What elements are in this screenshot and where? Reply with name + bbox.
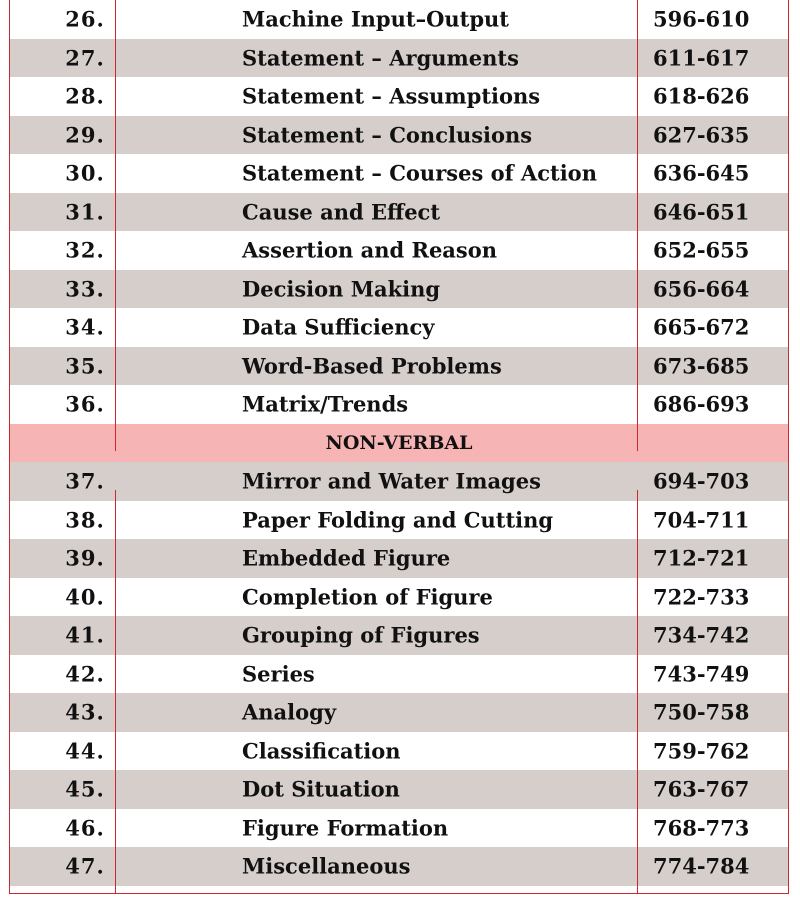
chapter-number: 26. bbox=[65, 6, 105, 32]
chapter-title: Completion of Figure bbox=[242, 584, 493, 610]
chapter-title: Matrix/Trends bbox=[242, 391, 409, 417]
page-range: 656-664 bbox=[653, 276, 750, 302]
page-range: 665-672 bbox=[653, 314, 750, 340]
chapter-number: 46. bbox=[65, 815, 105, 841]
table-row bbox=[10, 0, 788, 39]
table-row bbox=[10, 462, 788, 501]
chapter-title: Statement – Arguments bbox=[242, 45, 519, 71]
chapter-title: Grouping of Figures bbox=[242, 622, 480, 648]
chapter-title: Figure Formation bbox=[242, 815, 449, 841]
table-row bbox=[10, 77, 788, 116]
page-range: 646-651 bbox=[653, 199, 750, 225]
chapter-title: Machine Input–Output bbox=[242, 6, 509, 32]
page-range: 636-645 bbox=[653, 160, 750, 186]
chapter-number: 27. bbox=[65, 45, 105, 71]
page-range: 743-749 bbox=[653, 661, 750, 687]
chapter-number: 28. bbox=[65, 83, 105, 109]
chapter-title: Statement – Conclusions bbox=[242, 122, 533, 148]
chapter-number: 43. bbox=[65, 699, 105, 725]
table-row bbox=[10, 231, 788, 270]
chapter-number: 40. bbox=[65, 584, 105, 610]
column-divider-right-upper bbox=[637, 0, 638, 451]
table-row bbox=[10, 347, 788, 386]
chapter-title: Data Sufficiency bbox=[242, 314, 435, 340]
page-range: 596-610 bbox=[653, 6, 750, 32]
table-row bbox=[10, 616, 788, 655]
table-row bbox=[10, 809, 788, 848]
chapter-title: Assertion and Reason bbox=[242, 237, 498, 263]
chapter-title: Decision Making bbox=[242, 276, 441, 302]
page-range: 686-693 bbox=[653, 391, 750, 417]
page-range: 759-762 bbox=[653, 738, 750, 764]
chapter-number: 36. bbox=[65, 391, 105, 417]
table-row bbox=[10, 308, 788, 347]
chapter-number: 47. bbox=[65, 853, 105, 879]
table-row bbox=[10, 578, 788, 617]
chapter-number: 35. bbox=[65, 353, 105, 379]
chapter-number: 29. bbox=[65, 122, 105, 148]
page-range: 763-767 bbox=[653, 776, 750, 802]
table-row bbox=[10, 501, 788, 540]
chapter-title: Analogy bbox=[242, 699, 337, 725]
table-row bbox=[10, 693, 788, 732]
column-divider-right-lower bbox=[637, 490, 638, 894]
chapter-number: 31. bbox=[65, 199, 105, 225]
page-range: 704-711 bbox=[653, 507, 750, 533]
chapter-number: 37. bbox=[65, 468, 105, 494]
chapter-list-verbal bbox=[10, 0, 788, 424]
section-heading: NON-VERBAL bbox=[325, 431, 473, 454]
column-divider-left-upper bbox=[115, 0, 116, 451]
table-row bbox=[10, 847, 788, 886]
table-row bbox=[10, 770, 788, 809]
page-range: 734-742 bbox=[653, 622, 750, 648]
chapter-number: 38. bbox=[65, 507, 105, 533]
chapter-title: Embedded Figure bbox=[242, 545, 451, 571]
table-row bbox=[10, 385, 788, 424]
table-of-contents bbox=[9, 0, 789, 894]
page-range: 774-784 bbox=[653, 853, 750, 879]
chapter-title: Paper Folding and Cutting bbox=[242, 507, 554, 533]
chapter-list-non-verbal bbox=[10, 462, 788, 886]
page-range: 712-721 bbox=[653, 545, 750, 571]
table-row bbox=[10, 539, 788, 578]
chapter-title: Statement – Assumptions bbox=[242, 83, 541, 109]
page-range: 694-703 bbox=[653, 468, 750, 494]
table-row bbox=[10, 270, 788, 309]
column-divider-left-lower bbox=[115, 490, 116, 894]
section-heading-row bbox=[10, 424, 788, 463]
table-row bbox=[10, 732, 788, 771]
chapter-number: 33. bbox=[65, 276, 105, 302]
chapter-title: Statement – Courses of Action bbox=[242, 160, 597, 186]
chapter-title: Series bbox=[242, 661, 315, 687]
page-range: 618-626 bbox=[653, 83, 750, 109]
page-range: 722-733 bbox=[653, 584, 750, 610]
page-range: 627-635 bbox=[653, 122, 750, 148]
chapter-title: Cause and Effect bbox=[242, 199, 441, 225]
table-row bbox=[10, 116, 788, 155]
table-row bbox=[10, 154, 788, 193]
chapter-number: 41. bbox=[65, 622, 105, 648]
chapter-number: 32. bbox=[65, 237, 105, 263]
chapter-title: Word-Based Problems bbox=[242, 353, 502, 379]
page-range: 611-617 bbox=[653, 45, 750, 71]
table-row bbox=[10, 193, 788, 232]
chapter-title: Mirror and Water Images bbox=[242, 468, 541, 494]
page-range: 750-758 bbox=[653, 699, 750, 725]
page-range: 673-685 bbox=[653, 353, 750, 379]
chapter-number: 42. bbox=[65, 661, 105, 687]
chapter-number: 44. bbox=[65, 738, 105, 764]
chapter-title: Dot Situation bbox=[242, 776, 400, 802]
chapter-title: Classification bbox=[242, 738, 401, 764]
chapter-number: 39. bbox=[65, 545, 105, 571]
chapter-number: 30. bbox=[65, 160, 105, 186]
chapter-title: Miscellaneous bbox=[242, 853, 411, 879]
chapter-number: 45. bbox=[65, 776, 105, 802]
chapter-number: 34. bbox=[65, 314, 105, 340]
page-range: 768-773 bbox=[653, 815, 750, 841]
table-row bbox=[10, 655, 788, 694]
page-range: 652-655 bbox=[653, 237, 750, 263]
table-row bbox=[10, 39, 788, 78]
